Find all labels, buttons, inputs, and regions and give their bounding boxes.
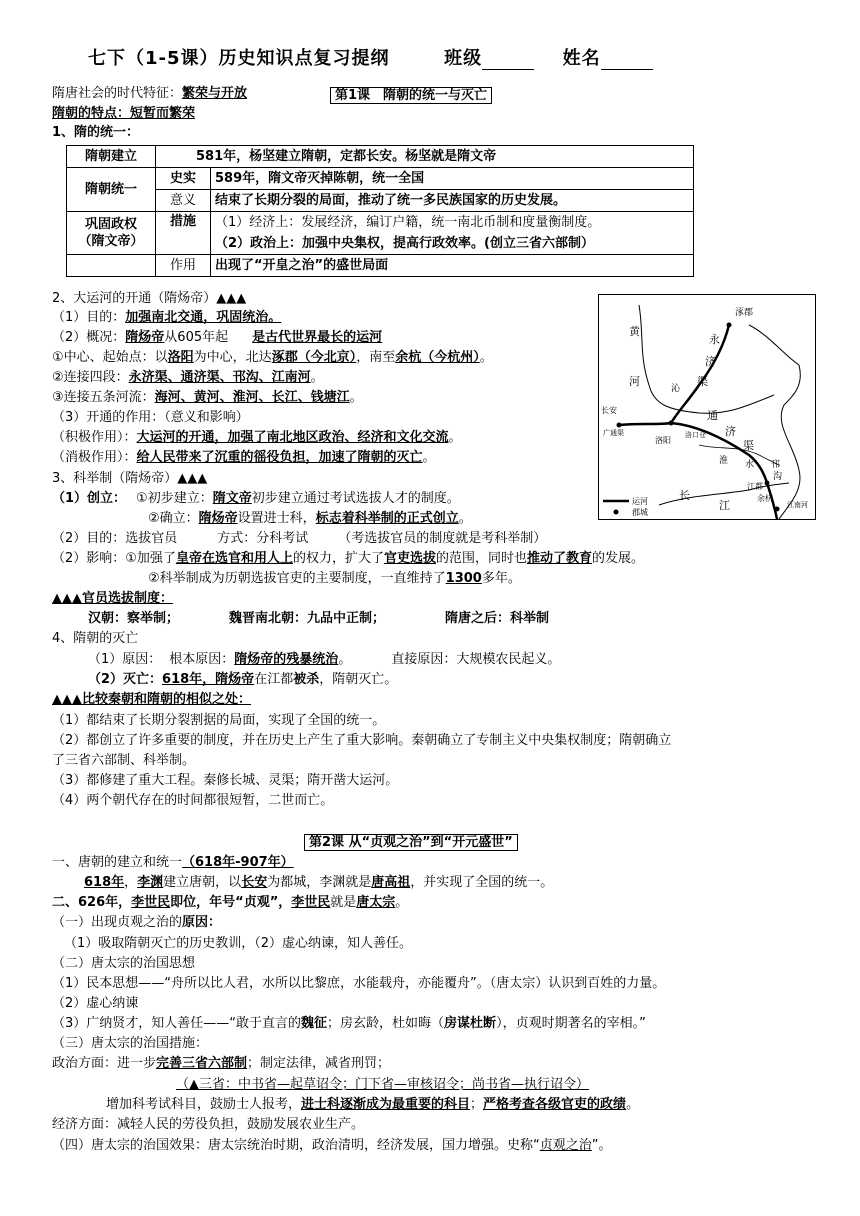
compare-heading: ▲▲▲比较秦朝和隋朝的相似之处： — [52, 692, 251, 707]
value: 官吏选拔 — [383, 551, 436, 566]
text: （消极作用）： — [52, 450, 137, 465]
value: 涿郡（今北京） — [271, 350, 357, 365]
map-svg — [599, 295, 815, 519]
value: 李世民 — [131, 895, 171, 910]
compare-3: （3）都修建了重大工程。秦修长城、灵渠；隋开凿大运河。 — [52, 773, 399, 788]
map-label: 江南河 — [787, 501, 808, 509]
map-label: 邗 — [771, 460, 781, 470]
map-label: 江都 — [747, 482, 763, 491]
map-label: 永 — [709, 333, 720, 346]
value: 皇帝在选官和用人上 — [175, 551, 293, 566]
grand-canal-map — [598, 294, 816, 520]
text: 。 — [626, 1097, 640, 1112]
taizong-political — [52, 1056, 390, 1072]
text: 增加科考试科目，鼓励士人报考， — [106, 1097, 302, 1112]
taizong-exam-measures — [106, 1097, 639, 1113]
three-departments-note: （▲三省：中书省—起草诏令；门下省—审核诏令；尚书省—执行诏令） — [176, 1077, 589, 1092]
text: 。 — [479, 350, 493, 365]
section-1-heading: 1、隋的统一： — [52, 125, 140, 140]
map-label: 水 — [745, 460, 755, 470]
legend-label: 运河 — [632, 497, 648, 506]
page-title — [88, 44, 653, 70]
value: 海河、黄河、淮河、长江、钱塘江 — [154, 390, 350, 405]
text: 在江都 — [254, 672, 294, 687]
canal-overview — [52, 330, 382, 346]
table-cell: 意义 — [156, 190, 211, 212]
era-prefix: 隋唐社会的时代特征： — [52, 86, 183, 101]
map-label: 济 — [705, 355, 716, 368]
table-row — [67, 255, 694, 277]
yuhang-city — [775, 507, 780, 512]
value: 唐高祖 — [371, 875, 411, 890]
value: 完善三省六部制 — [156, 1056, 248, 1071]
value: 魏征 — [301, 1016, 328, 1031]
changan-city — [617, 423, 622, 428]
text: （四）唐太宗的治国效果：唐太宗统治时期，政治清明，经济发展，国力增强。史称“ — [52, 1138, 540, 1153]
map-label: 渠 — [743, 439, 754, 452]
text: 。 — [448, 430, 462, 445]
taizong-effect — [52, 1138, 612, 1154]
value: （618年-907年） — [182, 855, 294, 870]
text: 多年。 — [481, 571, 521, 586]
text: （一）出现贞观之治的 — [52, 915, 183, 930]
sui-unification-table — [66, 145, 694, 277]
text: ，隋朝灭亡。 — [319, 672, 398, 687]
value: 加强南北交通，巩固统治。 — [125, 310, 282, 325]
text: 的发展。 — [592, 551, 645, 566]
table-cell: （1）经济上：发展经济，编订户籍，统一南北币制和度量衡制度。 — [211, 212, 694, 234]
value: 618年 — [84, 875, 125, 890]
value: 进士科逐渐成为最重要的科目 — [301, 1097, 471, 1112]
taizong-accession — [52, 895, 408, 911]
map-label: 淮 — [719, 456, 729, 466]
map-label: 沁 — [671, 384, 681, 394]
value: 大运河的开通，加强了南北地区政治、经济和文化交流 — [136, 430, 449, 445]
compare-1: （1）都结束了长期分裂割据的局面，实现了全国的统一。 — [52, 713, 386, 728]
text: （2）目的：选拔官员 — [52, 531, 178, 546]
table-cell: 史实 — [156, 168, 211, 190]
text: ； — [470, 1097, 484, 1112]
value: 1300 — [445, 571, 482, 586]
text: ②确立： — [148, 511, 199, 526]
text: ；房玄龄，杜如晦（ — [327, 1016, 445, 1031]
map-label: 长安 — [601, 406, 617, 415]
text: 。 — [422, 450, 436, 465]
table-cell: 措施 — [156, 212, 211, 255]
text: （3）广纳贤才，知人善任——“敢于直言的 — [52, 1016, 302, 1031]
map-label: 渠 — [697, 375, 708, 388]
zhenguan-causes-heading — [52, 915, 221, 931]
text: ①初步建立： — [136, 491, 213, 506]
text: 。 — [349, 390, 363, 405]
text: ②连接四段： — [52, 370, 129, 385]
text: 初步建立通过考试选拔人才的制度。 — [251, 491, 460, 506]
name-label: 姓名 — [562, 48, 601, 69]
text: ①中心、起始点：以 — [52, 350, 168, 365]
fall-heading: 4、隋朝的灭亡 — [52, 631, 139, 646]
value: 余杭（今杭州） — [395, 350, 480, 365]
map-label: 沟 — [773, 472, 783, 482]
value: 永济渠、通济渠、邗沟、江南河 — [128, 370, 311, 385]
map-label: 济 — [725, 425, 736, 438]
fall-event — [88, 672, 397, 688]
map-label: 洛口仓 — [685, 431, 706, 439]
taizong-thought-3 — [52, 1016, 646, 1032]
map-label: 长 — [679, 489, 690, 502]
exam-founding-2 — [148, 511, 472, 527]
table-row — [67, 190, 694, 212]
text: 二、626年， — [52, 895, 132, 910]
map-label: 余杭 — [757, 494, 773, 503]
lesson1-title — [330, 84, 492, 103]
class-label: 班级 — [444, 48, 483, 69]
table-row — [67, 146, 694, 168]
table-cell — [67, 255, 156, 277]
map-label: 洛阳 — [655, 436, 671, 445]
text: （1）原因： — [88, 652, 162, 667]
text: （2）影响： — [52, 551, 126, 566]
era-value: 繁荣与开放 — [182, 86, 248, 101]
text: 根本原因： — [169, 652, 235, 667]
text: 即位，年号“贞观”， — [170, 895, 292, 910]
compare-4: （4）两个朝代存在的时间都很短暂，二世而亡。 — [52, 793, 334, 808]
exam-impact-2 — [148, 571, 521, 587]
taizong-economic: 经济方面：减轻人民的劳役负担，鼓励发展农业生产。 — [52, 1117, 365, 1132]
text: （2）灭亡： — [88, 672, 163, 687]
title-text: 七下（1-5课）历史知识点复习提纲 — [88, 48, 390, 69]
text: 的权力，扩大了 — [292, 551, 384, 566]
label: （1）目的： — [52, 310, 126, 325]
tang-founding — [84, 875, 553, 891]
canal-positive — [52, 430, 462, 446]
taizong-thought-2: （2）虚心纳谏 — [52, 996, 139, 1011]
text: 的范围，同时也 — [435, 551, 527, 566]
selection-systems-heading: ▲▲▲官员选拔制度： — [52, 591, 173, 606]
table-cell: 隋朝统一 — [67, 168, 156, 212]
table-row — [67, 212, 694, 234]
canal-heading: 2、大运河的开通（隋炀帝）▲▲▲ — [52, 291, 247, 306]
taizong-measures-heading: （三）唐太宗的治国措施： — [52, 1036, 209, 1051]
value: 洛阳 — [167, 350, 194, 365]
fall-causes — [88, 652, 560, 668]
value: 唐太宗 — [356, 895, 396, 910]
label: （2）概况： — [52, 330, 126, 345]
taizong-thought-heading: （二）唐太宗的治国思想 — [52, 956, 196, 971]
class-blank — [482, 53, 534, 70]
value: 房谋杜断 — [444, 1016, 497, 1031]
legend-city-dot — [614, 510, 619, 515]
compare-2-cont: 了三省六部制、科举制。 — [52, 753, 196, 768]
value: 隋炀帝 — [125, 330, 165, 345]
canal-center — [52, 350, 493, 366]
text: 魏晋南北朝：九品中正制； — [229, 611, 386, 626]
table-cell: 581年，杨坚建立隋朝，定都长安。杨坚就是隋文帝 — [156, 146, 694, 168]
era-line — [52, 86, 247, 102]
zhenguan-causes: （1）吸取隋朝灭亡的历史教训，（2）虚心纳谏，知人善任。 — [64, 936, 413, 951]
text: ），贞观时期著名的宰相。” — [496, 1016, 646, 1031]
value: 隋文帝 — [212, 491, 252, 506]
text: 为中心，北达 — [193, 350, 272, 365]
value: 标志着科举制的正式创立 — [315, 511, 459, 526]
selection-systems — [88, 611, 549, 627]
text: 一、唐朝的建立和统一 — [52, 855, 183, 870]
text: 政治方面：进一步 — [52, 1056, 157, 1071]
text: 方式：分科考试 — [217, 531, 309, 546]
compare-2: （2）都创立了许多重要的制度，并在历史上产生了重大影响。秦朝确立了专制主义中央集权制度；隋朝确立 — [52, 733, 672, 748]
text: 。 — [395, 895, 409, 910]
text: 为都城，李渊就是 — [267, 875, 372, 890]
canal-effects-heading: （3）开通的作用：（意义和影响） — [52, 410, 249, 425]
text: ；制定法律，减省刑罚； — [247, 1056, 391, 1071]
value: 推动了教育 — [527, 551, 593, 566]
value: 隋炀帝 — [198, 511, 238, 526]
table-cell: 589年，隋文帝灭掉陈朝，统一全国 — [211, 168, 694, 190]
lesson1-title-text: 第1课 隋朝的统一与灭亡 — [330, 87, 492, 104]
name-blank — [601, 53, 653, 70]
map-label: 河 — [629, 375, 640, 388]
value: 被杀 — [293, 672, 320, 687]
text: 。 — [338, 652, 352, 667]
table-cell: 巩固政权 （隋文帝） — [67, 212, 156, 255]
text: （积极作用）： — [52, 430, 137, 445]
text: ， — [124, 875, 138, 890]
yongji-canal — [671, 325, 729, 423]
canal-rivers — [52, 390, 363, 406]
sui-feature: 隋朝的特点：短暂而繁荣 — [52, 106, 196, 121]
exam-founding-1 — [52, 491, 460, 507]
map-label: 广通渠 — [603, 429, 624, 437]
lesson2-title-text: 第2课 从“贞观之治”到“开元盛世” — [304, 834, 518, 851]
text: 。 — [458, 511, 472, 526]
table-cell: （2）政治上：加强中央集权，提高行政效率。(创立三省六部制） — [211, 233, 694, 255]
value: 是古代世界最长的运河 — [252, 330, 383, 345]
text: （考选拔官员的制度就是考科举制） — [338, 531, 547, 546]
value: 618年，隋炀帝 — [162, 672, 255, 687]
text: 汉朝：察举制； — [88, 611, 180, 626]
value: 李渊 — [137, 875, 164, 890]
canal-negative — [52, 450, 436, 466]
text: ，南至 — [356, 350, 396, 365]
text: ②科举制成为历朝选拔官吏的主要制度，一直维持了 — [148, 571, 446, 586]
map-label: 通 — [707, 409, 718, 422]
lesson2-title — [304, 831, 518, 850]
jiangdu-city — [765, 481, 770, 486]
text: 建立唐朝，以 — [163, 875, 242, 890]
value: 给人民带来了沉重的徭役负担，加速了隋朝的灭亡 — [136, 450, 423, 465]
text: 。 — [310, 370, 324, 385]
canal-purpose — [52, 310, 281, 326]
label: （1）创立： — [52, 491, 127, 506]
text: ①加强了 — [125, 551, 176, 566]
text: 就是 — [330, 895, 357, 910]
text: ”。 — [591, 1138, 612, 1153]
table-cell: 隋朝建立 — [67, 146, 156, 168]
value: 贞观之治 — [539, 1138, 592, 1153]
luoyang-city — [669, 421, 674, 426]
taizong-thought-1: （1）民本思想——“舟所以比人君，水所以比黎庶，水能载舟，亦能覆舟”。（唐太宗）认识到百姓的力量。 — [52, 976, 666, 991]
map-label: 江 — [719, 499, 730, 512]
map-label: 涿郡 — [735, 308, 754, 318]
value: 隋炀帝的残暴统治 — [234, 652, 339, 667]
table-cell: 出现了“开皇之治”的盛世局面 — [211, 255, 694, 277]
exam-heading: 3、科举制（隋炀帝）▲▲▲ — [52, 471, 208, 486]
text: ，并实现了全国的统一。 — [410, 875, 554, 890]
table-row — [67, 168, 694, 190]
table-cell: 作用 — [156, 255, 211, 277]
zhuojun-city — [727, 323, 732, 328]
text: ③连接五条河流： — [52, 390, 155, 405]
legend-label: 郡城 — [632, 508, 648, 517]
tang-founding-heading — [52, 855, 294, 871]
value: 严格考查各级官吏的政绩 — [483, 1097, 627, 1112]
value: 原因： — [182, 915, 222, 930]
text: 设置进士科， — [237, 511, 316, 526]
text: 从605年起 — [164, 330, 229, 345]
exam-purpose — [52, 531, 546, 547]
value: 长安 — [241, 875, 268, 890]
exam-impact-1 — [52, 551, 644, 567]
map-label: 黄 — [629, 325, 640, 338]
text: 隋唐之后：科举制 — [445, 611, 550, 626]
value: 李世民 — [291, 895, 331, 910]
text: 直接原因：大规模农民起义。 — [391, 652, 561, 667]
table-cell: 结束了长期分裂的局面，推动了统一多民族国家的历史发展。 — [211, 190, 694, 212]
canal-sections — [52, 370, 324, 386]
